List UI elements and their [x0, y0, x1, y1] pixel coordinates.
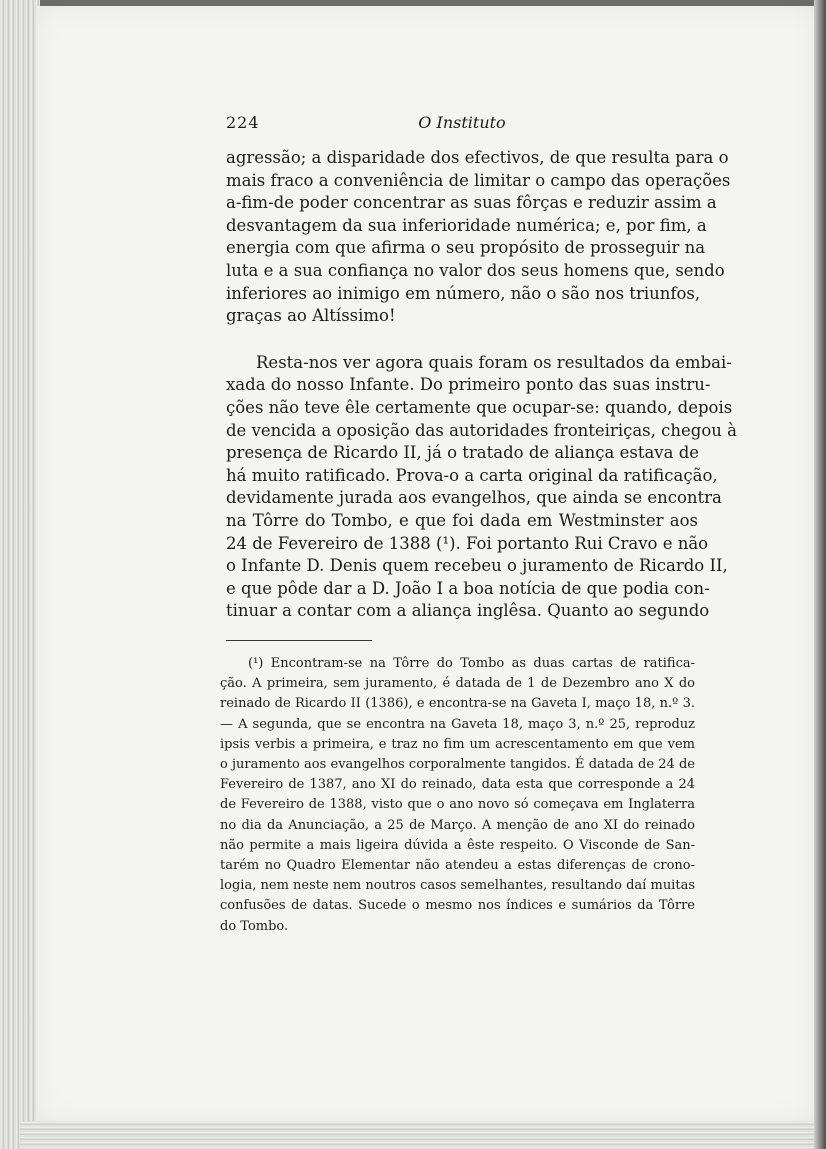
text-line: Resta-nos ver agora quais foram os resultados da embai-: [256, 352, 732, 372]
footnote-line: ipsis verbis a primeira, e traz no fim um acrescentamento em que vem: [220, 736, 695, 752]
main-text: [226, 147, 737, 623]
footnote: [220, 654, 695, 937]
text-line: ções não teve êle certamente que ocupar-se: quando, depois: [226, 397, 733, 417]
text-line: e que pôde dar a D. João I a boa notícia de que podia con-: [226, 578, 710, 598]
page-header: [226, 113, 698, 137]
text-line: desvantagem da sua inferioridade numérica; e, por fim, a: [226, 215, 707, 235]
text-line: xada do nosso Infante. Do primeiro ponto das suas instru-: [226, 375, 711, 395]
footnote-line: Fevereiro de 1387, ano XI do reinado, data esta que corresponde a 24: [220, 777, 695, 793]
footnote-line: confusões de datas. Sucede o mesmo nos índices e sumários da Tôrre: [220, 898, 695, 914]
text-line: o Infante D. Denis quem recebeu o juramento de Ricardo II,: [226, 556, 728, 576]
running-title: O Instituto: [418, 113, 506, 132]
binding-shadow: [814, 0, 826, 1149]
footnote-line: no dia da Anunciação, a 25 de Março. A menção de ano XI do reinado: [220, 817, 695, 833]
footnote-line: — A segunda, que se encontra na Gaveta 18, maço 3, n.º 25, reproduz: [220, 716, 695, 732]
text-line: energia com que afirma o seu propósito de prosseguir na: [226, 238, 706, 258]
footnote-line: do Tombo.: [220, 918, 289, 934]
footnote-line: logia, nem neste nem noutros casos semelhantes, resultando daí muitas: [220, 878, 695, 894]
text-line: agressão; a disparidade dos efectivos, de que resulta para o: [226, 148, 729, 167]
text-line: graças ao Altíssimo!: [226, 306, 396, 326]
footnote-line: não permite a mais ligeira dúvida a êste respeito. O Visconde de San-: [220, 837, 695, 853]
book-page-edges: [0, 0, 40, 1149]
footnote-line: (¹) Encontram-se na Tôrre do Tombo as duas cartas de ratifica-: [248, 656, 695, 671]
footnote-line: o juramento aos evangelhos corporalmente tangidos. É datada de 24 de: [220, 757, 695, 773]
text-line: inferiores ao inimigo em número, não o são nos triunfos,: [226, 283, 701, 303]
text-line: tinuar a contar com a aliança inglêsa. Quanto ao segundo: [226, 601, 710, 621]
footnote-line: de Fevereiro de 1388, visto que o ano novo só começava em Inglaterra: [220, 797, 695, 813]
footnote-line: ção. A primeira, sem juramento, é datada de 1 de Dezembro ano X do: [220, 676, 695, 692]
text-line: há muito ratificado. Prova-o a carta original da ratificação,: [226, 465, 718, 485]
text-line: presença de Ricardo II, já o tratado de aliança estava de: [226, 443, 700, 463]
text-line: 24 de Fevereiro de 1388 (¹). Foi portanto Rui Cravo e não: [226, 533, 709, 553]
text-line: na Tôrre do Tombo, e que foi dada em Westminster aos: [226, 510, 698, 530]
footnote-separator: [226, 640, 372, 641]
text-line: a-fim-de poder concentrar as suas fôrças e reduzir assim a: [226, 193, 717, 213]
text-line: luta e a sua confiança no valor dos seus homens que, sendo: [226, 260, 725, 280]
text-line: devidamente jurada aos evangelhos, que ainda se encontra: [226, 488, 722, 508]
page-number: 224: [226, 113, 260, 132]
footnote-line: reinado de Ricardo II (1386), e encontra-se na Gaveta I, maço 18, n.º 3.: [220, 696, 695, 712]
book-page-bottom-edges: [20, 1121, 826, 1149]
text-line: de vencida a oposição das autoridades fronteiriças, chegou à: [226, 420, 737, 440]
footnote-line: tarém no Quadro Elementar não atendeu a estas diferenças de crono-: [220, 858, 695, 874]
text-line: mais fraco a conveniência de limitar o campo das operações: [226, 170, 731, 190]
